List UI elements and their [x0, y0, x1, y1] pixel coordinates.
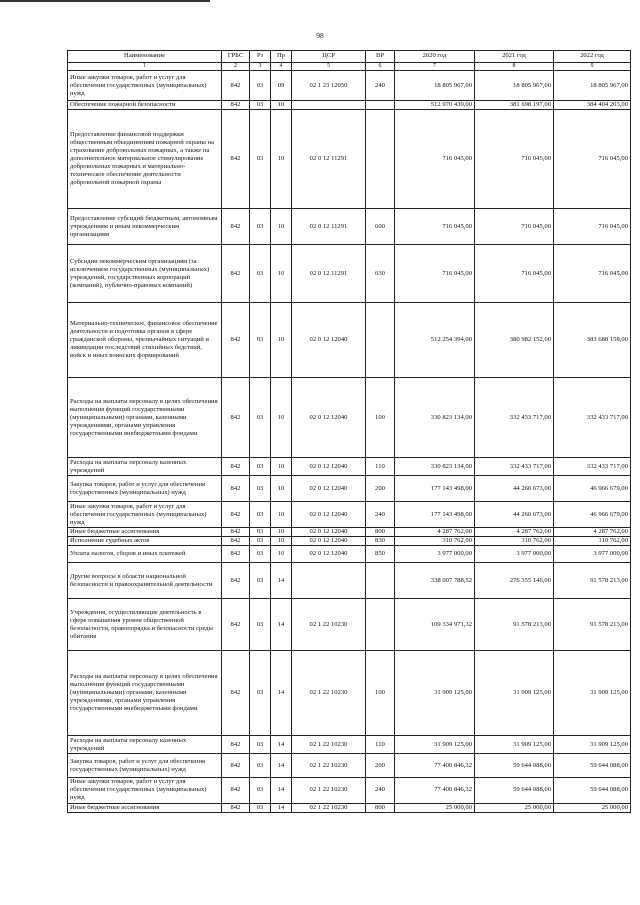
rz-cell: 03	[250, 754, 271, 778]
row-name: Иные бюджетные ассигнования	[68, 803, 222, 812]
amount-2021-cell: 25 000,00	[475, 803, 554, 812]
amount-2022-cell: 25 000,00	[554, 803, 631, 812]
column-number: 8	[475, 63, 554, 71]
amount-2020-cell: 4 287 762,00	[395, 528, 475, 537]
vr-cell	[366, 599, 395, 651]
row-name: Расходы на выплаты персоналу казенных учреждений	[68, 458, 222, 476]
rz-cell: 03	[250, 71, 271, 101]
amount-2020-cell: 512 970 439,00	[395, 101, 475, 110]
column-number: 4	[271, 63, 292, 71]
amount-2021-cell: 716 045,00	[475, 209, 554, 245]
column-header: 2020 год	[395, 51, 475, 63]
grbs-cell: 842	[222, 803, 250, 812]
amount-2022-cell: 716 045,00	[554, 245, 631, 303]
table-row	[68, 378, 631, 458]
vr-cell	[366, 110, 395, 209]
pr-cell: 14	[271, 736, 292, 754]
amount-2021-cell: 380 982 152,00	[475, 303, 554, 378]
amount-2021-cell: 381 698 197,00	[475, 101, 554, 110]
vr-cell: 800	[366, 528, 395, 537]
grbs-cell: 842	[222, 476, 250, 502]
column-number-row	[68, 63, 631, 71]
amount-2020-cell: 716 045,00	[395, 110, 475, 209]
rz-cell: 03	[250, 476, 271, 502]
table-row	[68, 778, 631, 803]
csr-cell: 02 0 12 12040	[292, 303, 366, 378]
rz-cell: 03	[250, 209, 271, 245]
csr-cell: 02 1 22 10230	[292, 803, 366, 812]
row-name: Расходы на выплаты персоналу в целях обеспечения выполнения функций государственными (муниципальными) органами, казенными учреждениями, органами управления государственными внебюджетными фондами	[68, 378, 222, 458]
table-row	[68, 803, 631, 812]
table-row	[68, 651, 631, 736]
pr-cell: 09	[271, 71, 292, 101]
csr-cell: 02 0 12 12040	[292, 458, 366, 476]
table-row	[68, 209, 631, 245]
row-name: Иные бюджетные ассигнования	[68, 528, 222, 537]
vr-cell: 830	[366, 537, 395, 546]
row-name: Обеспечение пожарной безопасности	[68, 101, 222, 110]
rz-cell: 03	[250, 778, 271, 803]
amount-2020-cell: 31 909 125,00	[395, 736, 475, 754]
csr-cell: 02 1 22 10230	[292, 754, 366, 778]
amount-2022-cell: 716 045,00	[554, 209, 631, 245]
rz-cell: 03	[250, 651, 271, 736]
csr-cell: 02 1 22 10230	[292, 599, 366, 651]
table-row	[68, 71, 631, 101]
table-row	[68, 476, 631, 502]
amount-2021-cell: 276 355 146,00	[475, 563, 554, 599]
row-name: Закупка товаров, работ и услуг для обеспечения государственных (муниципальных) нужд	[68, 476, 222, 502]
amount-2022-cell: 31 909 125,00	[554, 736, 631, 754]
grbs-cell: 842	[222, 546, 250, 563]
column-header: ВР	[366, 51, 395, 63]
csr-cell: 02 0 12 12040	[292, 528, 366, 537]
amount-2020-cell: 310 762,00	[395, 537, 475, 546]
grbs-cell: 842	[222, 754, 250, 778]
grbs-cell: 842	[222, 209, 250, 245]
rz-cell: 03	[250, 563, 271, 599]
vr-cell: 100	[366, 378, 395, 458]
rz-cell: 03	[250, 599, 271, 651]
amount-2022-cell: 383 688 158,00	[554, 303, 631, 378]
column-number: 5	[292, 63, 366, 71]
table-row	[68, 563, 631, 599]
amount-2022-cell: 46 966 679,00	[554, 476, 631, 502]
vr-cell	[366, 303, 395, 378]
amount-2021-cell: 3 977 000,00	[475, 546, 554, 563]
column-header: Наименование	[68, 51, 222, 63]
pr-cell: 10	[271, 378, 292, 458]
column-number: 2	[222, 63, 250, 71]
pr-cell: 14	[271, 651, 292, 736]
table-row	[68, 245, 631, 303]
amount-2020-cell: 177 143 498,00	[395, 502, 475, 528]
top-rule	[0, 0, 210, 2]
vr-cell: 240	[366, 71, 395, 101]
vr-cell: 110	[366, 458, 395, 476]
column-header: Пр	[271, 51, 292, 63]
table-row	[68, 599, 631, 651]
row-name: Иные закупки товаров, работ и услуг для обеспечения государственных (муниципальных) нужд	[68, 778, 222, 803]
csr-cell: 02 0 12 11291	[292, 209, 366, 245]
vr-cell: 600	[366, 209, 395, 245]
vr-cell: 110	[366, 736, 395, 754]
amount-2021-cell: 716 045,00	[475, 245, 554, 303]
amount-2022-cell: 332 433 717,00	[554, 378, 631, 458]
row-name: Предоставление субсидий бюджетным, автономным учреждениям и иным некоммерческим организациям	[68, 209, 222, 245]
pr-cell: 10	[271, 101, 292, 110]
amount-2022-cell: 384 404 203,00	[554, 101, 631, 110]
column-number: 1	[68, 63, 222, 71]
row-name: Учреждения, осуществляющие деятельность в сфере повышения уровня общественной безопасности, правопорядка и безопасности среды обитания	[68, 599, 222, 651]
pr-cell: 14	[271, 599, 292, 651]
amount-2021-cell: 44 260 673,00	[475, 502, 554, 528]
grbs-cell: 842	[222, 778, 250, 803]
csr-cell	[292, 101, 366, 110]
amount-2021-cell: 310 762,00	[475, 537, 554, 546]
amount-2021-cell: 716 045,00	[475, 110, 554, 209]
csr-cell: 02 1 23 12050	[292, 71, 366, 101]
amount-2022-cell: 46 966 679,00	[554, 502, 631, 528]
grbs-cell: 842	[222, 528, 250, 537]
column-number: 7	[395, 63, 475, 71]
amount-2021-cell: 332 433 717,00	[475, 378, 554, 458]
vr-cell: 800	[366, 803, 395, 812]
rz-cell: 03	[250, 528, 271, 537]
rz-cell: 03	[250, 502, 271, 528]
vr-cell: 240	[366, 502, 395, 528]
row-name: Уплата налогов, сборов и иных платежей	[68, 546, 222, 563]
amount-2021-cell: 59 644 088,00	[475, 778, 554, 803]
column-header: Рз	[250, 51, 271, 63]
amount-2022-cell: 4 287 762,00	[554, 528, 631, 537]
csr-cell: 02 1 22 10230	[292, 778, 366, 803]
amount-2021-cell: 31 909 125,00	[475, 736, 554, 754]
csr-cell: 02 0 12 12040	[292, 502, 366, 528]
table-body	[68, 71, 631, 812]
pr-cell: 10	[271, 476, 292, 502]
row-name: Иные закупки товаров, работ и услуг для обеспечения государственных (муниципальных) нужд	[68, 71, 222, 101]
pr-cell: 14	[271, 778, 292, 803]
csr-cell: 02 0 12 12040	[292, 378, 366, 458]
grbs-cell: 842	[222, 599, 250, 651]
pr-cell: 10	[271, 245, 292, 303]
vr-cell: 200	[366, 476, 395, 502]
column-header: 2021 год	[475, 51, 554, 63]
pr-cell: 10	[271, 303, 292, 378]
grbs-cell: 842	[222, 110, 250, 209]
row-name: Субсидии некоммерческим организациям (за исключением государственных (муниципальных) учреждений, государственных корпораций (компаний), публично-правовых компаний)	[68, 245, 222, 303]
grbs-cell: 842	[222, 378, 250, 458]
csr-cell: 02 0 12 12040	[292, 546, 366, 563]
row-name: Предоставление финансовой поддержки общественным объединениям пожарной охраны на страхование добровольных пожарных, а также на дополнительное материальное стимулирование добровольных пожарных и материально-техническое обеспечение деятельности добровольной пожарной охраны	[68, 110, 222, 209]
pr-cell: 14	[271, 754, 292, 778]
grbs-cell: 842	[222, 563, 250, 599]
amount-2022-cell: 3 977 000,00	[554, 546, 631, 563]
table-row	[68, 546, 631, 563]
table-row	[68, 458, 631, 476]
amount-2020-cell: 338 007 788,52	[395, 563, 475, 599]
pr-cell: 10	[271, 110, 292, 209]
grbs-cell: 842	[222, 502, 250, 528]
rz-cell: 03	[250, 736, 271, 754]
csr-cell: 02 0 12 12040	[292, 537, 366, 546]
csr-cell: 02 0 12 12040	[292, 476, 366, 502]
csr-cell: 02 0 12 11291	[292, 110, 366, 209]
table-row	[68, 303, 631, 378]
amount-2022-cell: 332 433 717,00	[554, 458, 631, 476]
row-name: Расходы на выплаты персоналу казенных учреждений	[68, 736, 222, 754]
amount-2020-cell: 512 254 394,00	[395, 303, 475, 378]
rz-cell: 03	[250, 458, 271, 476]
grbs-cell: 842	[222, 537, 250, 546]
grbs-cell: 842	[222, 71, 250, 101]
column-number: 6	[366, 63, 395, 71]
amount-2021-cell: 18 805 967,00	[475, 71, 554, 101]
pr-cell: 10	[271, 546, 292, 563]
amount-2020-cell: 3 977 000,00	[395, 546, 475, 563]
amount-2020-cell: 31 909 125,00	[395, 651, 475, 736]
amount-2020-cell: 25 000,00	[395, 803, 475, 812]
vr-cell	[366, 101, 395, 110]
pr-cell: 14	[271, 803, 292, 812]
amount-2022-cell: 91 578 213,00	[554, 563, 631, 599]
table-row	[68, 101, 631, 110]
rz-cell: 03	[250, 378, 271, 458]
table-row	[68, 736, 631, 754]
pr-cell: 10	[271, 458, 292, 476]
vr-cell: 240	[366, 778, 395, 803]
column-number: 9	[554, 63, 631, 71]
row-name: Материально-техническое, финансовое обеспечение деятельности и подготовка органов в сфере гражданской обороны, чрезвычайных ситуаций и ликвидации последствий стихийных бедствий, войск и иных воинских формирований	[68, 303, 222, 378]
budget-table	[67, 50, 631, 813]
rz-cell: 03	[250, 803, 271, 812]
csr-cell	[292, 563, 366, 599]
vr-cell: 100	[366, 651, 395, 736]
amount-2020-cell: 77 400 846,32	[395, 754, 475, 778]
amount-2020-cell: 177 143 498,00	[395, 476, 475, 502]
csr-cell: 02 1 22 10230	[292, 736, 366, 754]
amount-2020-cell: 18 805 967,00	[395, 71, 475, 101]
amount-2020-cell: 109 334 971,32	[395, 599, 475, 651]
amount-2022-cell: 716 045,00	[554, 110, 631, 209]
column-header: ГРБС	[222, 51, 250, 63]
grbs-cell: 842	[222, 458, 250, 476]
amount-2022-cell: 59 644 088,00	[554, 754, 631, 778]
amount-2021-cell: 91 578 213,00	[475, 599, 554, 651]
amount-2021-cell: 332 433 717,00	[475, 458, 554, 476]
rz-cell: 03	[250, 546, 271, 563]
vr-cell: 630	[366, 245, 395, 303]
column-header: 2022 год	[554, 51, 631, 63]
csr-cell: 02 1 22 10230	[292, 651, 366, 736]
grbs-cell: 842	[222, 303, 250, 378]
grbs-cell: 842	[222, 736, 250, 754]
grbs-cell: 842	[222, 101, 250, 110]
amount-2021-cell: 31 909 125,00	[475, 651, 554, 736]
table-row	[68, 528, 631, 537]
amount-2020-cell: 330 823 134,00	[395, 458, 475, 476]
amount-2020-cell: 77 400 846,32	[395, 778, 475, 803]
vr-cell	[366, 563, 395, 599]
row-name: Исполнение судебных актов	[68, 537, 222, 546]
column-header: ЦСР	[292, 51, 366, 63]
rz-cell: 03	[250, 245, 271, 303]
pr-cell: 10	[271, 502, 292, 528]
pr-cell: 10	[271, 537, 292, 546]
amount-2021-cell: 44 260 673,00	[475, 476, 554, 502]
rz-cell: 03	[250, 303, 271, 378]
grbs-cell: 842	[222, 651, 250, 736]
pr-cell: 10	[271, 528, 292, 537]
vr-cell: 850	[366, 546, 395, 563]
csr-cell: 02 0 12 11291	[292, 245, 366, 303]
rz-cell: 03	[250, 110, 271, 209]
row-name: Другие вопросы в области национальной безопасности и правоохранительной деятельности	[68, 563, 222, 599]
header-row	[68, 51, 631, 63]
amount-2021-cell: 59 644 088,00	[475, 754, 554, 778]
vr-cell: 200	[366, 754, 395, 778]
table-row	[68, 110, 631, 209]
row-name: Иные закупки товаров, работ и услуг для обеспечения государственных (муниципальных) нужд	[68, 502, 222, 528]
amount-2022-cell: 310 762,00	[554, 537, 631, 546]
row-name: Закупка товаров, работ и услуг для обеспечения государственных (муниципальных) нужд	[68, 754, 222, 778]
amount-2022-cell: 59 644 088,00	[554, 778, 631, 803]
pr-cell: 14	[271, 563, 292, 599]
amount-2020-cell: 716 045,00	[395, 209, 475, 245]
table-row	[68, 754, 631, 778]
column-number: 3	[250, 63, 271, 71]
amount-2020-cell: 716 045,00	[395, 245, 475, 303]
table-row	[68, 502, 631, 528]
amount-2022-cell: 91 578 213,00	[554, 599, 631, 651]
rz-cell: 03	[250, 101, 271, 110]
rz-cell: 03	[250, 537, 271, 546]
page-number: 98	[316, 31, 324, 40]
row-name: Расходы на выплаты персоналу в целях обеспечения выполнения функций государственными (муниципальными) органами, казенными учреждениями, органами управления государственными внебюджетными фондами	[68, 651, 222, 736]
grbs-cell: 842	[222, 245, 250, 303]
amount-2021-cell: 4 287 762,00	[475, 528, 554, 537]
table-row	[68, 537, 631, 546]
amount-2022-cell: 18 805 967,00	[554, 71, 631, 101]
pr-cell: 10	[271, 209, 292, 245]
amount-2022-cell: 31 909 125,00	[554, 651, 631, 736]
amount-2020-cell: 330 823 134,00	[395, 378, 475, 458]
